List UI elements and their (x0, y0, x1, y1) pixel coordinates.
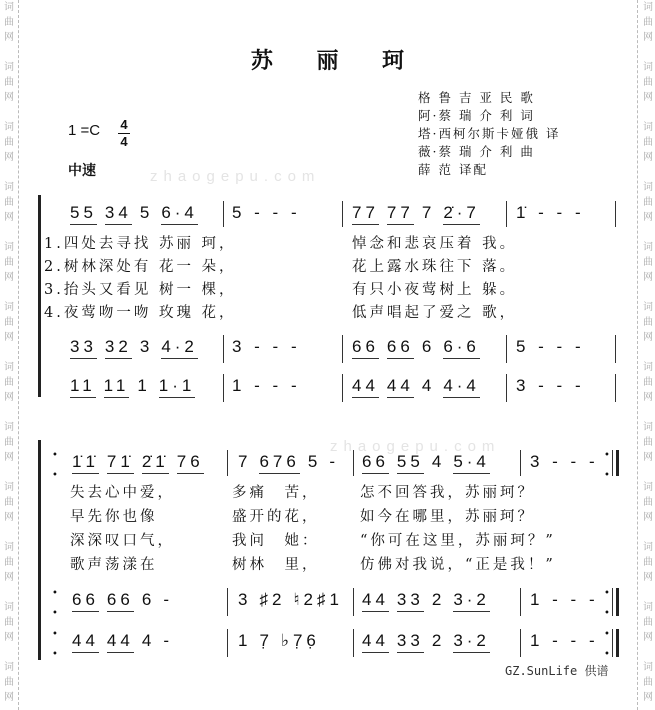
repeat-end-dots: • • (604, 450, 610, 481)
note-group: ♭7̣6̣ (280, 631, 320, 650)
measure (238, 590, 343, 611)
bar-line (506, 374, 507, 402)
song-title: 苏 丽 珂 (250, 48, 423, 74)
watermark-char: 网 (643, 32, 653, 43)
note-group: 6·6 (443, 337, 480, 359)
note-group: 11 (104, 376, 130, 398)
note-group: 44 (387, 376, 414, 398)
watermark-char: 曲 (643, 377, 653, 388)
note-group: 34 (105, 203, 132, 225)
lyric-verse-3: 深深叹口气， (70, 533, 175, 549)
watermark-char: 词 (643, 482, 653, 493)
watermark-char: 网 (4, 632, 14, 643)
watermark-char: 曲 (4, 197, 14, 208)
watermark-char: 网 (643, 272, 653, 283)
note-group: 1 - - - (530, 590, 599, 609)
bar-line (223, 335, 224, 363)
watermark-char: 网 (643, 332, 653, 343)
measure (530, 590, 599, 611)
note-group: 1 (238, 631, 252, 650)
watermark-char: 网 (643, 92, 653, 103)
watermark-char: 词 (643, 242, 653, 253)
key-signature: 1 =C (68, 122, 101, 139)
note-group: - (163, 590, 173, 609)
credit-russian-translator: 塔·西柯尔斯卡娅俄 译 (418, 126, 561, 141)
note-group: 6 (421, 337, 436, 356)
watermark-char: 词 (4, 362, 14, 373)
note-group: ♯2 (259, 590, 286, 609)
watermark-char: 词 (4, 542, 14, 553)
watermark-char: 曲 (4, 77, 14, 88)
bar-line (353, 629, 354, 657)
lyric-verse-2: 如今在哪里，苏丽珂？ (360, 509, 535, 525)
lyric-verse-4: 低声唱起了爱之 歌， (352, 305, 518, 321)
lyric-verse-1: 悼念和悲哀压着 我。 (352, 236, 518, 252)
credit-composer: 薇·蔡 瑞 介 利 曲 (418, 144, 535, 159)
repeat-end-dots: • • (604, 629, 610, 660)
measure (72, 590, 173, 612)
lyric-verse-4: 树林 里， (232, 557, 320, 573)
watermark-char: 曲 (4, 497, 14, 508)
watermark-char: 词 (4, 2, 14, 13)
bar-line (615, 374, 616, 402)
time-signature (118, 118, 130, 149)
note-group: 5 (139, 203, 154, 222)
watermark-char: 曲 (643, 197, 653, 208)
watermark-char: 网 (643, 692, 653, 703)
watermark-char: 网 (4, 92, 14, 103)
note-group: 1̇1̇ (72, 452, 99, 474)
measure (70, 337, 198, 359)
watermark-char: 网 (4, 392, 14, 403)
measure (530, 452, 599, 473)
note-group: 3·2 (453, 631, 490, 653)
note-group: 44 (362, 590, 389, 612)
note-group: 3 - - - (530, 452, 599, 471)
watermark-char: 网 (4, 212, 14, 223)
credit-lyricist: 阿·蔡 瑞 介 利 词 (418, 108, 535, 123)
side-watermark-right (641, 0, 655, 710)
note-group: 66 (362, 452, 389, 474)
final-repeat-barline (612, 588, 619, 616)
watermark-char: 曲 (643, 137, 653, 148)
watermark-char: 曲 (4, 557, 14, 568)
note-group: 4 (141, 631, 156, 650)
watermark-char: 网 (4, 512, 14, 523)
measure (238, 631, 320, 652)
bar-line (227, 588, 228, 616)
watermark-char: 网 (643, 392, 653, 403)
watermark-char: 词 (643, 122, 653, 133)
watermark-char: 词 (643, 62, 653, 73)
time-bottom: 4 (120, 134, 128, 149)
note-group: 4 (431, 452, 446, 471)
watermark-char: 词 (643, 662, 653, 673)
note-group: 2 (431, 590, 446, 609)
lyric-verse-2: 花上露水珠往下 落。 (352, 259, 518, 275)
side-watermark-left (2, 0, 16, 710)
lyric-verse-3: “你可在这里，苏丽珂？” (360, 533, 556, 549)
watermark-char: 词 (4, 422, 14, 433)
lyric-verse-3: 有只小夜莺树上 躲。 (352, 282, 518, 298)
measure (362, 631, 490, 653)
lyric-verse-3: 我问 她： (232, 533, 320, 549)
measure (232, 376, 301, 397)
watermark-char: 网 (4, 452, 14, 463)
watermark-char: 曲 (4, 17, 14, 28)
watermark-char: 曲 (4, 137, 14, 148)
measure (352, 337, 480, 359)
note-group: 2 (431, 631, 446, 650)
watermark-char: 词 (643, 2, 653, 13)
note-group: 7 (421, 203, 436, 222)
repeat-end-dots: • • (604, 588, 610, 619)
measure (516, 203, 585, 224)
watermark-char: 词 (4, 602, 14, 613)
note-group: 1̇ - - - (516, 203, 585, 222)
watermark-char: 曲 (643, 317, 653, 328)
watermark-char: 网 (643, 572, 653, 583)
watermark-char: 网 (643, 452, 653, 463)
note-group: 1 - - - (232, 376, 301, 395)
note-group: 11 (70, 376, 96, 398)
note-group: 44 (72, 631, 99, 653)
note-group: 3 (238, 590, 252, 609)
left-border (18, 0, 19, 710)
bar-line (223, 201, 224, 227)
repeat-start-dots: • • (52, 450, 58, 481)
note-group: 77 (387, 203, 414, 225)
watermark-char: 曲 (4, 317, 14, 328)
note-group: 6·4 (161, 203, 198, 225)
system-bracket (38, 440, 41, 660)
watermark-char: 曲 (4, 437, 14, 448)
watermark-char: 网 (4, 152, 14, 163)
measure (238, 452, 339, 474)
lyric-verse-1: 多痛 苦， (232, 485, 320, 501)
note-group: 4·2 (161, 337, 198, 359)
note-group: 6 (141, 590, 156, 609)
watermark-char: 词 (4, 122, 14, 133)
measure (352, 376, 480, 398)
watermark-char: 词 (643, 182, 653, 193)
final-repeat-barline (612, 450, 619, 476)
bar-line (520, 588, 521, 616)
note-group: 44 (107, 631, 134, 653)
watermark-char: 曲 (643, 677, 653, 688)
watermark-char: 网 (643, 152, 653, 163)
bar-line (353, 588, 354, 616)
right-border (637, 0, 638, 710)
note-group: 3·2 (453, 590, 490, 612)
repeat-start-dots: • • (52, 588, 58, 619)
watermark-char: 词 (643, 302, 653, 313)
lyric-verse-3: 3.抬头又看见 树一 棵， (44, 282, 237, 298)
note-group: 1 - - - (530, 631, 599, 650)
note-group: 4·4 (443, 376, 480, 398)
note-group: 676 (259, 452, 299, 474)
watermark-char: 曲 (4, 377, 14, 388)
watermark-char: 词 (4, 302, 14, 313)
bar-line (227, 450, 228, 476)
note-group: 44 (362, 631, 389, 653)
note-group: 66 (387, 337, 414, 359)
watermark-char: 曲 (643, 617, 653, 628)
note-group: 5 - - - (516, 337, 585, 356)
measure (72, 452, 204, 474)
watermark-char: 网 (643, 212, 653, 223)
watermark-char: 词 (4, 182, 14, 193)
watermark-char: 曲 (4, 677, 14, 688)
credit-arranger: 薛 范 译配 (418, 162, 488, 177)
note-group: - (329, 452, 339, 471)
note-group: 4 (421, 376, 436, 395)
repeat-start-dots: • • (52, 629, 58, 660)
bar-line (615, 335, 616, 363)
watermark-char: 词 (643, 422, 653, 433)
watermark-char: 网 (4, 572, 14, 583)
lyric-verse-1: 1.四处去寻找 苏丽 珂， (44, 236, 237, 252)
note-group: 7̣ (259, 631, 273, 650)
lyric-verse-2: 早先你也像 (70, 509, 158, 525)
lyric-verse-4: 4.夜莺吻一吻 玫瑰 花， (44, 305, 237, 321)
measure (530, 631, 599, 652)
watermark-char: 网 (4, 272, 14, 283)
note-group: 71̇ (107, 452, 134, 474)
note-group: - (163, 631, 173, 650)
watermark-char: 曲 (643, 17, 653, 28)
measure (516, 376, 585, 397)
note-group: 44 (352, 376, 379, 398)
note-group: 5 - - - (232, 203, 301, 222)
center-watermark: zhaogepu.com (150, 168, 321, 185)
note-group: 3 (139, 337, 154, 356)
lyric-verse-2: 2.树林深处有 花一 朵， (44, 259, 237, 275)
note-group: 55 (70, 203, 97, 225)
watermark-char: 曲 (4, 257, 14, 268)
lyric-verse-4: 歌声荡漾在 (70, 557, 158, 573)
note-group: 2̇·7 (443, 203, 480, 225)
final-repeat-barline (612, 629, 619, 657)
measure (232, 203, 301, 224)
note-group: 5 (307, 452, 322, 471)
lyric-verse-4: 仿佛对我说，“正是我！” (360, 557, 556, 573)
tempo-marking: 中速 (68, 162, 96, 178)
bar-line (520, 629, 521, 657)
note-group: 33 (70, 337, 97, 359)
note-group: 1 (137, 376, 151, 395)
watermark-char: 词 (4, 242, 14, 253)
watermark-char: 词 (4, 482, 14, 493)
lyric-verse-1: 失去心中爱， (70, 485, 175, 501)
bar-line (506, 201, 507, 227)
note-group: 55 (397, 452, 424, 474)
watermark-char: 曲 (4, 617, 14, 628)
watermark-char: 网 (643, 632, 653, 643)
bar-line (615, 201, 616, 227)
watermark-char: 词 (4, 662, 14, 673)
center-watermark-2: zhaogepu.com (330, 438, 501, 455)
note-group: 2̇1̇ (142, 452, 169, 474)
footer-credit: GZ.SunLife 供谱 (505, 664, 609, 678)
watermark-char: 曲 (643, 257, 653, 268)
watermark-char: 词 (4, 62, 14, 73)
lyric-verse-2: 盛开的花， (232, 509, 320, 525)
bar-line (227, 629, 228, 657)
system-bracket (38, 195, 41, 397)
watermark-char: 网 (4, 692, 14, 703)
watermark-char: 曲 (643, 557, 653, 568)
watermark-char: 词 (643, 602, 653, 613)
note-group: 5·4 (453, 452, 490, 474)
watermark-char: 曲 (643, 437, 653, 448)
time-top: 4 (120, 117, 128, 132)
bar-line (342, 374, 343, 402)
bar-line (506, 335, 507, 363)
note-group: 3 - - - (232, 337, 301, 356)
measure (70, 376, 195, 398)
lyric-verse-1: 怎不回答我，苏丽珂？ (360, 485, 535, 501)
watermark-char: 网 (4, 32, 14, 43)
credit-origin: 格 鲁 吉 亚 民 歌 (418, 90, 535, 105)
note-group: ♮2♯1 (293, 590, 343, 609)
note-group: 7 (238, 452, 252, 471)
measure (362, 452, 490, 474)
measure (232, 337, 301, 358)
watermark-char: 词 (643, 542, 653, 553)
bar-line (223, 374, 224, 402)
bar-line (520, 450, 521, 476)
measure (70, 203, 198, 225)
note-group: 66 (352, 337, 379, 359)
note-group: 3 - - - (516, 376, 585, 395)
bar-line (342, 335, 343, 363)
watermark-char: 网 (4, 332, 14, 343)
note-group: 66 (72, 590, 99, 612)
watermark-char: 曲 (643, 497, 653, 508)
measure (516, 337, 585, 358)
note-group: 76 (177, 452, 204, 474)
note-group: 66 (107, 590, 134, 612)
note-group: 32 (105, 337, 132, 359)
measure (362, 590, 490, 612)
note-group: 33 (397, 590, 424, 612)
bar-line (353, 450, 354, 476)
measure (72, 631, 173, 653)
note-group: 77 (352, 203, 379, 225)
watermark-char: 词 (643, 362, 653, 373)
watermark-char: 曲 (643, 77, 653, 88)
measure (352, 203, 480, 225)
watermark-char: 网 (643, 512, 653, 523)
note-group: 33 (397, 631, 424, 653)
bar-line (342, 201, 343, 227)
note-group: 1·1 (159, 376, 196, 398)
